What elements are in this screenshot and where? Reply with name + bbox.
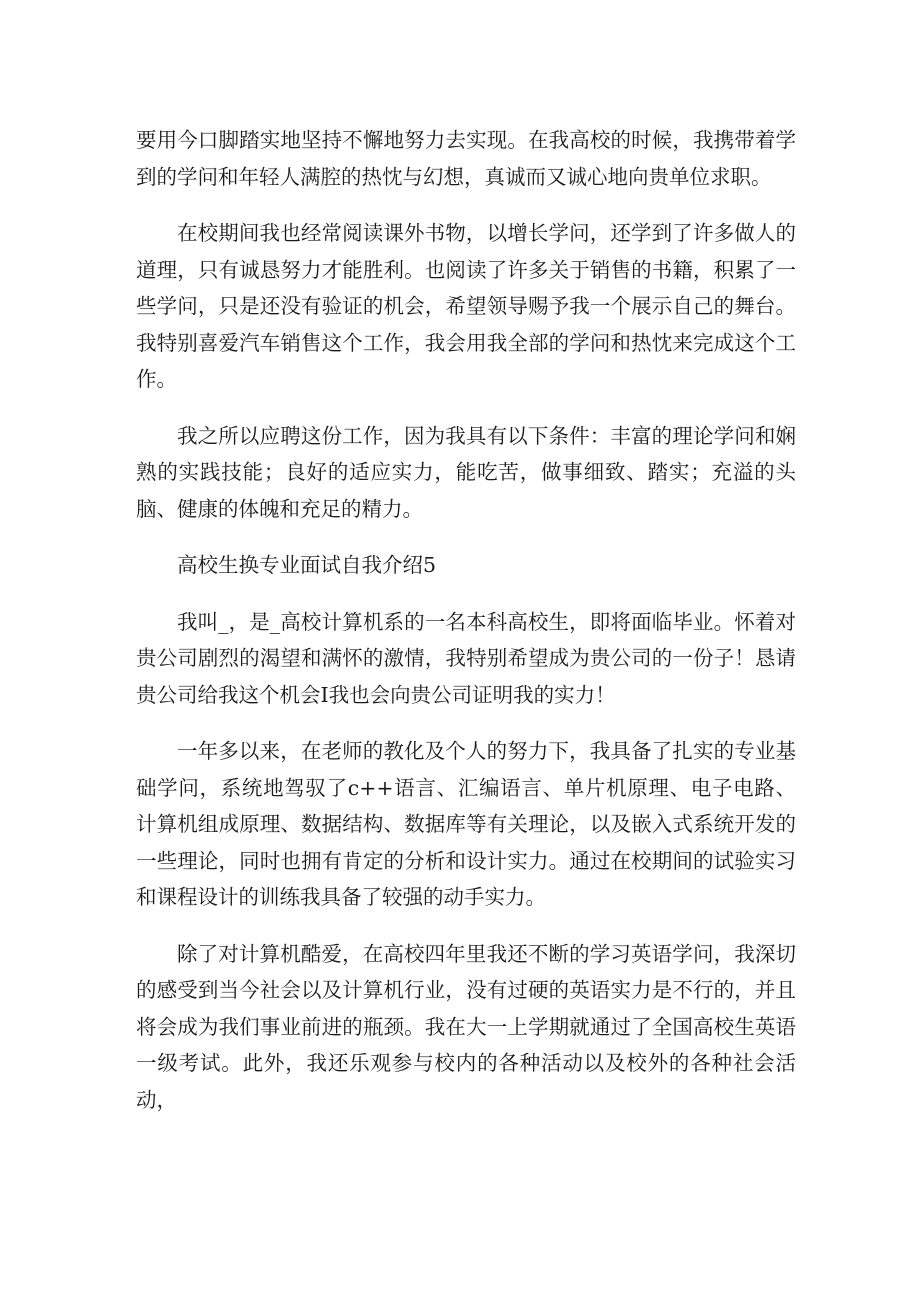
document-body (136, 122, 796, 1138)
paragraph-4: 我叫_，是_高校计算机系的一名本科高校生，即将面临毕业。怀着对贵公司剧烈的渴望和满怀的激情，我特别希望成为贵公司的一份子！恳请贵公司给我这个机会I我也会向贵公司证明我的实力！ (136, 609, 796, 707)
paragraph-5: 一年多以来，在老师的教化及个人的努力下，我具备了扎实的专业基础学问，系统地驾驭了c++语言、汇编语言、单片机原理、电子电路、计算机组成原理、数据结构、数据库等有关理论，以及嵌入式系统开发的一些理论，同时也拥有肯定的分析和设计实力。通过在校期间的试验实习和课程设计的训练我具备了较强的动手实力。 (136, 739, 796, 909)
section-heading: 高校生换专业面试自我介绍5 (177, 553, 437, 577)
paragraph-6: 除了对计算机酷爱，在高校四年里我还不断的学习英语学问，我深切的感受到当今社会以及计算机行业，没有过硬的英语实力是不行的，并且将会成为我们事业前进的瓶颈。我在大一上学期就通过了全国高校生英语一级考试。此外，我还乐观参与校内的各种活动以及校外的各种社会活动， (136, 941, 796, 1112)
paragraph-3: 我之所以应聘这份工作，因为我具有以下条件：丰富的理论学问和娴熟的实践技能；良好的适应实力，能吃苦，做事细致、踏实；充溢的头脑、健康的体魄和充足的精力。 (136, 423, 796, 521)
paragraph-1: 要用今口脚踏实地坚持不懈地努力去实现。在我高校的时候，我携带着学到的学问和年轻人满腔的热忱与幻想，真诚而又诚心地向贵单位求职。 (136, 128, 796, 189)
paragraph-2: 在校期间我也经常阅读课外书物，以增长学问，还学到了许多做人的道理，只有诚恳努力才能胜利。也阅读了许多关于销售的书籍，积累了一些学问，只是还没有验证的机会，希望领导赐予我一个展示自己的舞台。我特别喜爱汽车销售这个工作，我会用我全部的学问和热忱来完成这个工作。 (136, 221, 796, 391)
